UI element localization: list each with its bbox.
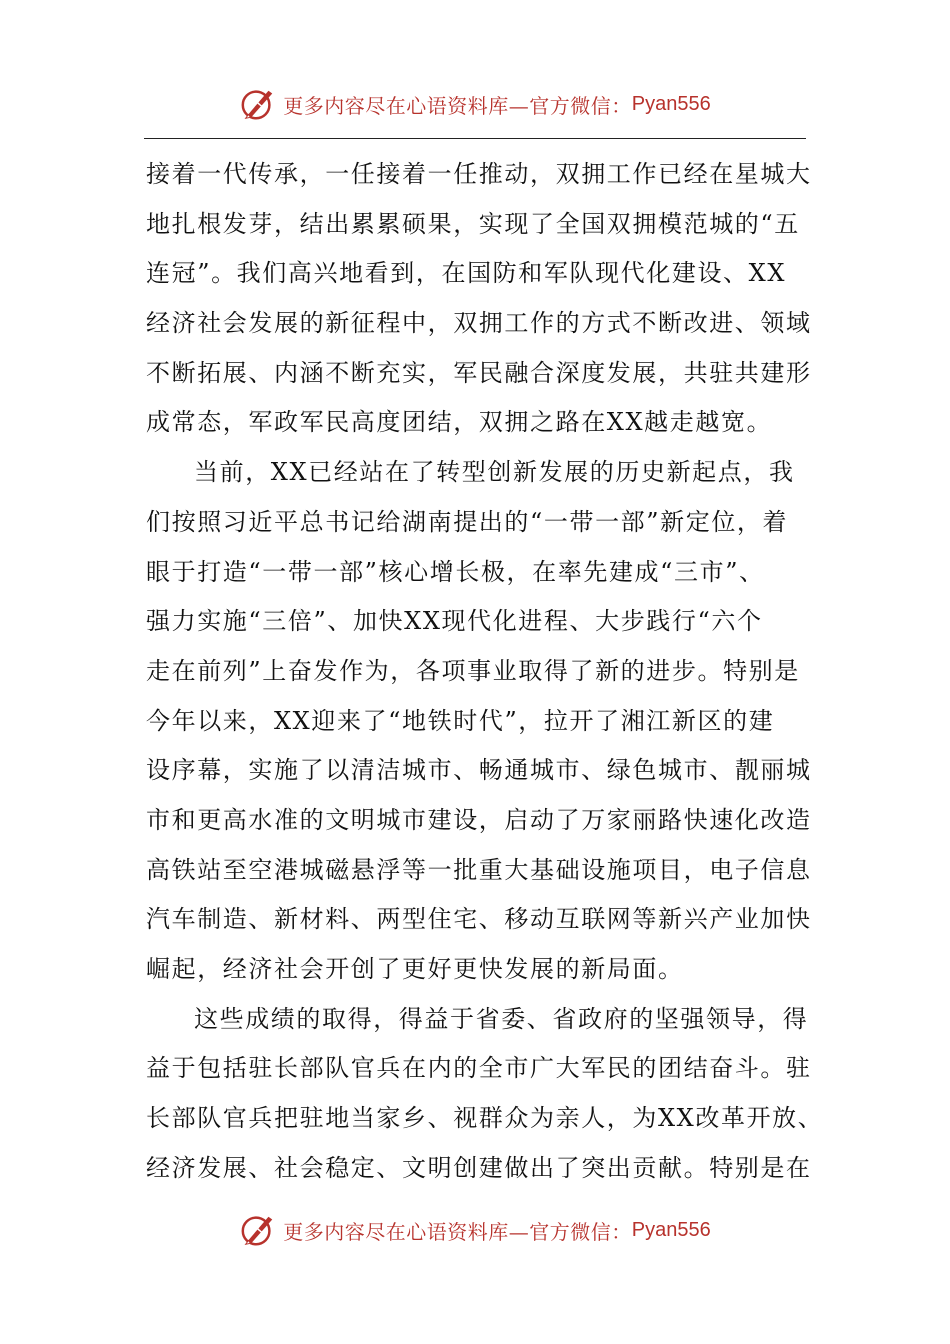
document-body — [146, 150, 836, 1193]
text-line-indented: 这些成绩的取得，得益于省委、省政府的坚强领导，得 — [194, 1004, 809, 1033]
header-divider — [144, 138, 806, 139]
text-line: 设序幕，实施了以清洁城市、畅通城市、绿色城市、靓丽城 — [146, 756, 812, 785]
text-line: 们按照习近平总书记给湖南提出的“一带一部”新定位，着 — [146, 507, 789, 536]
footer-banner-text: 更多内容尽在心语资料库—官方微信： — [283, 1219, 632, 1244]
text-line: 强力实施“三倍”、加快XX现代化进程、大步践行“六个 — [146, 607, 763, 636]
footer-banner — [0, 1208, 950, 1252]
header-banner — [0, 82, 950, 126]
text-line: 益于包括驻长部队官兵在内的全市广大军民的团结奋斗。驻 — [146, 1054, 812, 1083]
footer-wechat-id: Pyan556 — [631, 1218, 711, 1241]
header-wechat-id: Pyan556 — [631, 92, 711, 115]
text-line: 眼于打造“一带一部”核心增长极，在率先建成“三市”、 — [146, 557, 765, 586]
text-line: 今年以来，XX迎来了“地铁时代”，拉开了湘江新区的建 — [146, 706, 775, 735]
text-line: 汽车制造、新材料、两型住宅、移动互联网等新兴产业加快 — [146, 905, 812, 934]
paragraph-1 — [146, 150, 836, 448]
text-line: 经济发展、社会稳定、文明创建做出了突出贡献。特别是在 — [146, 1153, 812, 1182]
pen-circle-logo-icon — [239, 1211, 277, 1249]
paragraph-2 — [146, 448, 836, 995]
text-line: 经济社会发展的新征程中，双拥工作的方式不断改进、领域 — [146, 309, 812, 338]
text-line: 成常态，军政军民高度团结，双拥之路在XX越走越宽。 — [146, 408, 773, 437]
text-line: 接着一代传承，一任接着一任推动，双拥工作已经在星城大 — [146, 160, 812, 188]
paragraph-3 — [146, 995, 836, 1194]
pen-circle-logo-icon — [239, 85, 277, 123]
text-line: 崛起，经济社会开创了更好更快发展的新局面。 — [146, 955, 684, 983]
text-line: 地扎根发芽，结出累累硕果，实现了全国双拥模范城的“五 — [146, 209, 800, 238]
text-line: 长部队官兵把驻地当家乡、视群众为亲人，为XX改革开放、 — [146, 1104, 824, 1133]
header-banner-text: 更多内容尽在心语资料库—官方微信： — [283, 93, 632, 118]
text-line: 走在前列”上奋发作为，各项事业取得了新的进步。特别是 — [146, 656, 800, 685]
text-line: 高铁站至空港城磁悬浮等一批重大基础设施项目，电子信息 — [146, 855, 812, 884]
text-line: 连冠”。我们高兴地看到，在国防和军队现代化建设、XX — [146, 259, 787, 288]
text-line-indented: 当前，XX已经站在了转型创新发展的历史新起点，我 — [194, 458, 795, 487]
text-line: 不断拓展、内涵不断充实，军民融合深度发展，共驻共建形 — [146, 358, 812, 387]
text-line: 市和更高水准的文明城市建设，启动了万家丽路快速化改造 — [146, 805, 812, 834]
